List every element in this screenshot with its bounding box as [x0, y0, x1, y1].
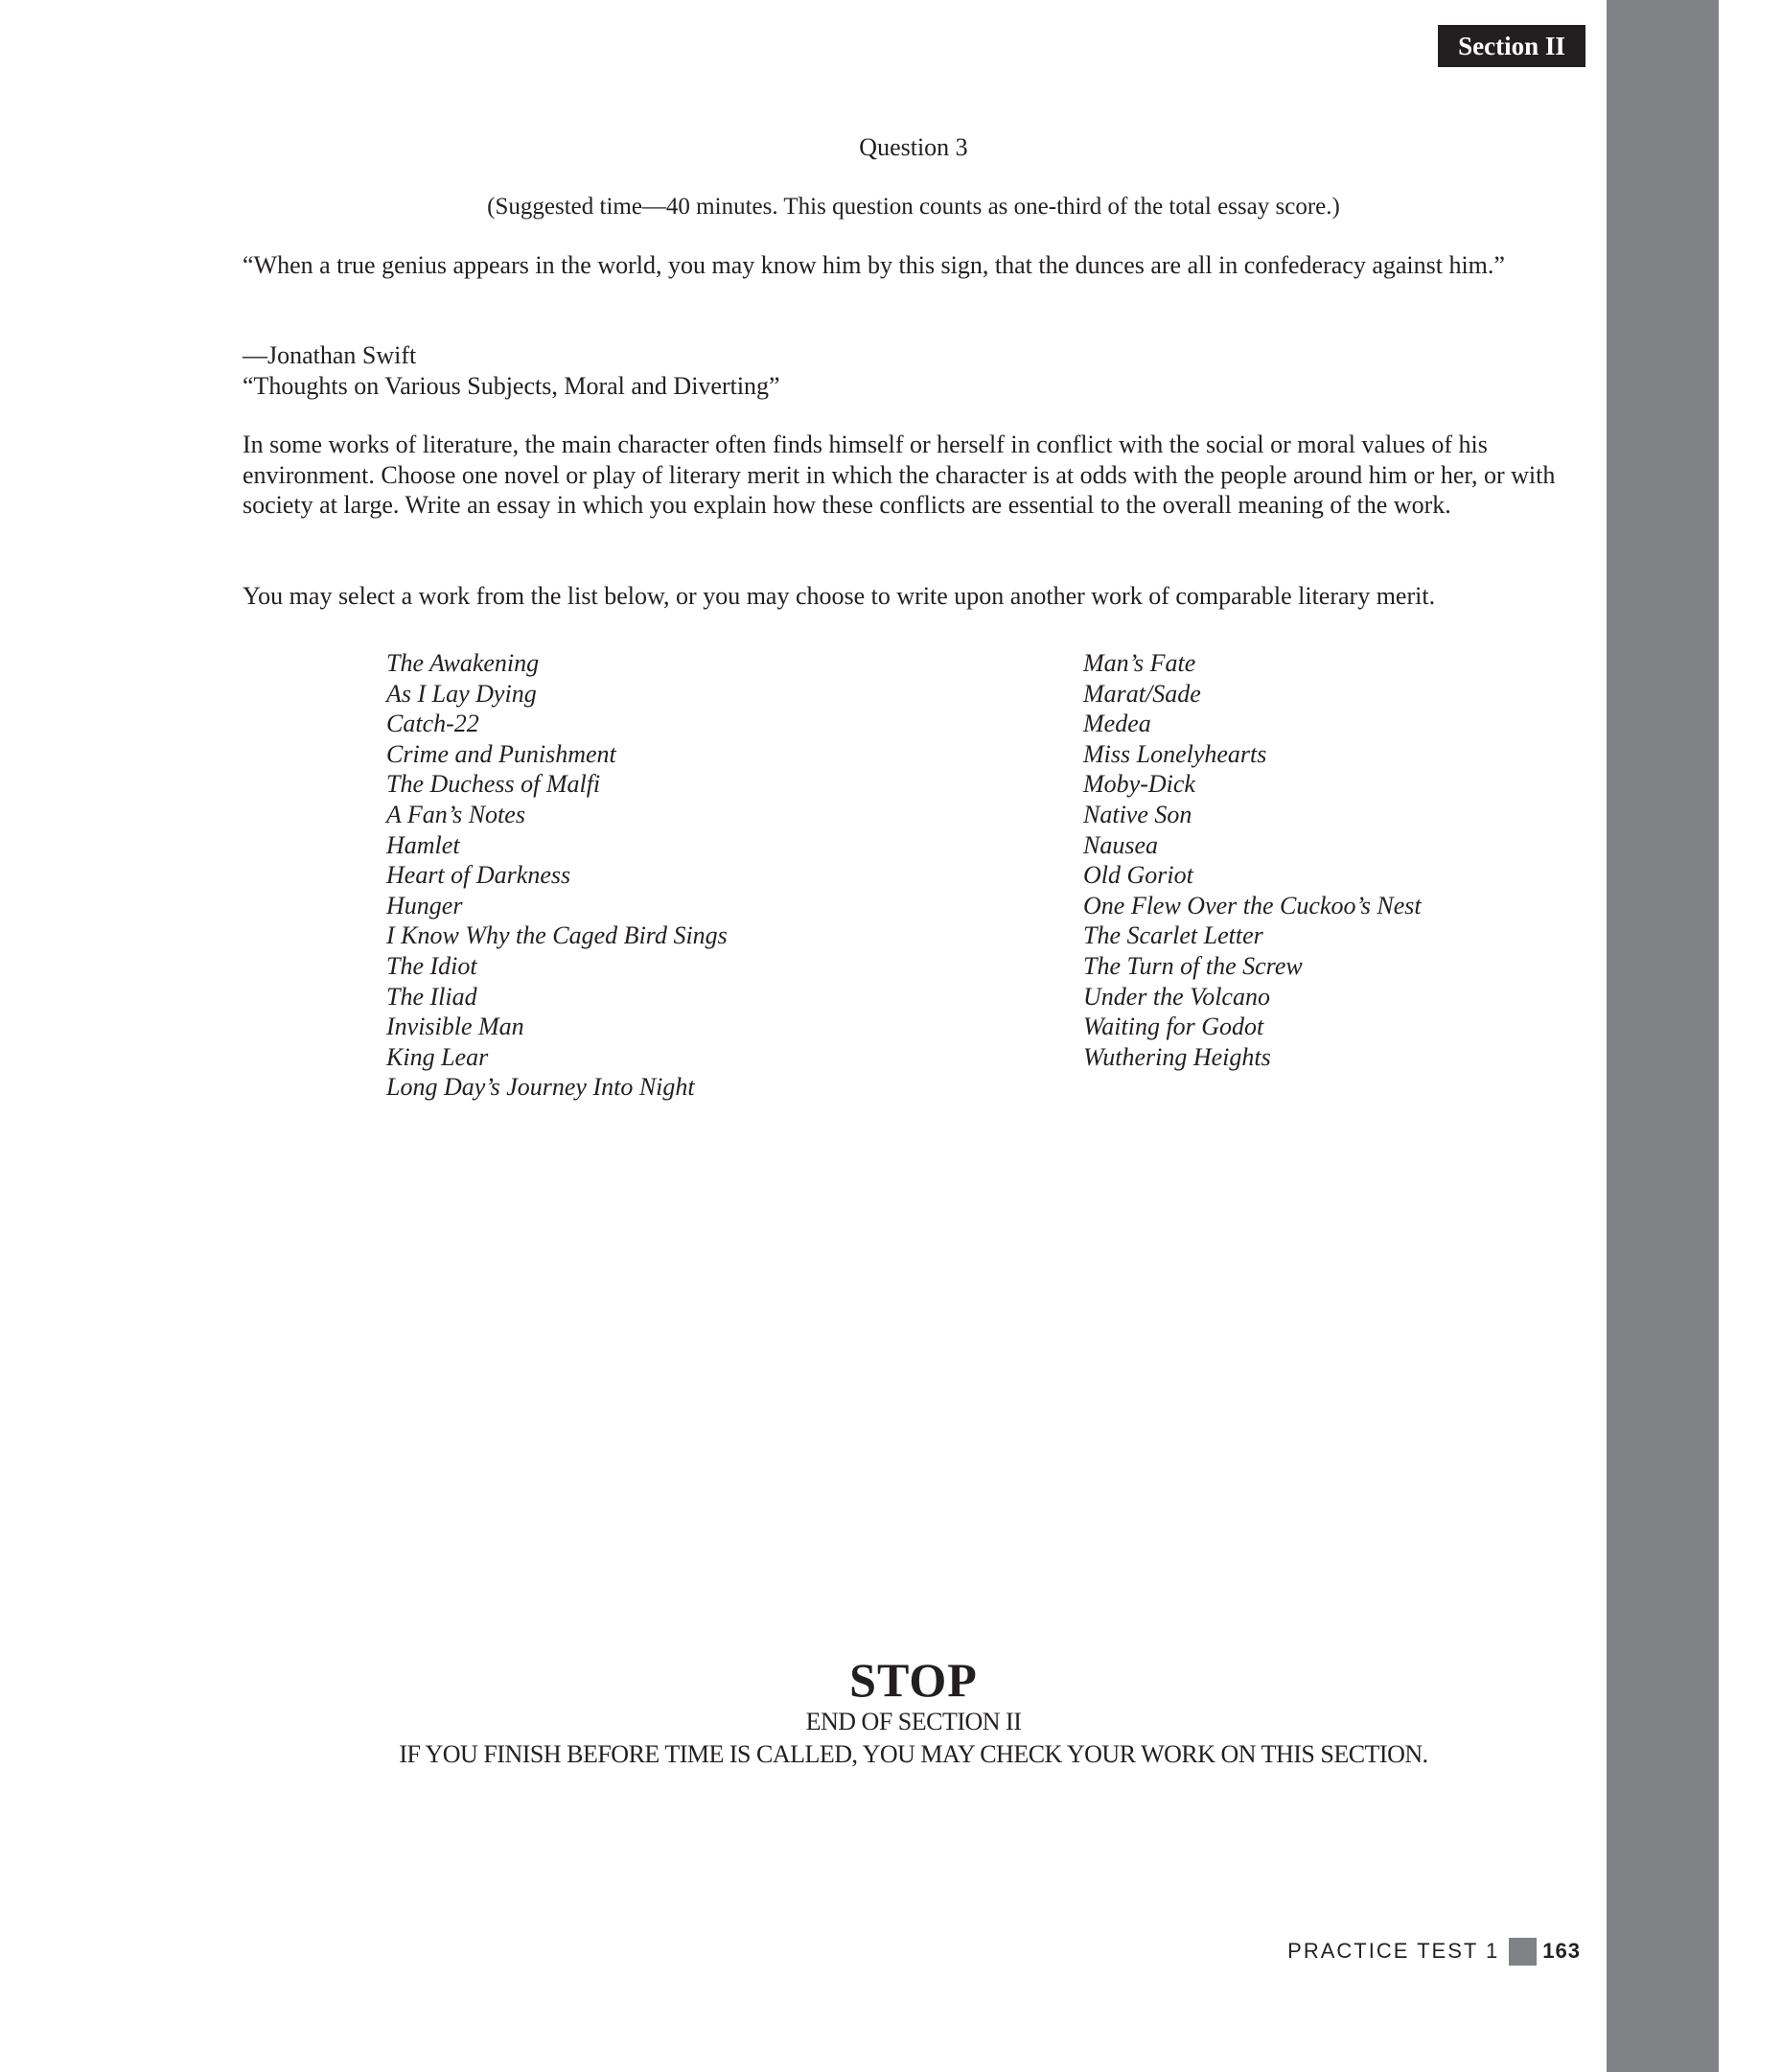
- select-work-note: You may select a work from the list below, or you may choose to write upon another work of comparable literary merit.: [243, 582, 1436, 610]
- work-title: Native Son: [1083, 800, 1192, 828]
- work-title: A Fan’s Notes: [386, 800, 525, 828]
- work-title: Long Day’s Journey Into Night: [386, 1073, 695, 1102]
- epigraph-attribution: [243, 340, 1585, 402]
- work-title: As I Lay Dying: [386, 679, 537, 708]
- work-title: The Iliad: [386, 982, 477, 1011]
- work-title: Catch-22: [386, 710, 479, 738]
- work-title: Waiting for Godot: [1083, 1013, 1264, 1041]
- work-title: Hunger: [386, 891, 463, 920]
- question-title: Question 3: [859, 133, 968, 161]
- work-title: Nausea: [1083, 830, 1158, 859]
- work-title: Heart of Darkness: [386, 861, 571, 890]
- work-title: Invisible Man: [386, 1013, 524, 1041]
- work-title: Miss Lonelyhearts: [1083, 739, 1267, 768]
- work-title: Moby-Dick: [1083, 770, 1195, 799]
- work-title: I Know Why the Caged Bird Sings: [386, 921, 728, 950]
- question-time-note: (Suggested time—40 minutes. This question counts as one-third of the total essay score.): [487, 194, 1340, 220]
- side-thumb-bar: [1607, 0, 1719, 2072]
- work-title: Hamlet: [386, 830, 460, 859]
- work-title: The Awakening: [386, 649, 540, 677]
- footer-label: PRACTICE TEST 1: [1287, 1939, 1500, 1963]
- attribution-author: —Jonathan Swift: [243, 341, 417, 369]
- work-title: Man’s Fate: [1083, 649, 1196, 677]
- work-title: Under the Volcano: [1083, 982, 1270, 1011]
- work-title: Medea: [1083, 710, 1151, 738]
- work-title: Old Goriot: [1083, 861, 1193, 890]
- page-footer: [1287, 1937, 1581, 1966]
- work-title: The Turn of the Screw: [1083, 951, 1303, 980]
- end-of-section-label: END OF SECTION II: [805, 1708, 1022, 1735]
- work-title: One Flew Over the Cuckoo’s Nest: [1083, 891, 1422, 920]
- essay-prompt: In some works of literature, the main character often finds himself or herself in conflict with the social or moral values of his environment. Choose one novel or play of literary merit in which the character is at odds with the people around him or her, or with society at large. Write an essay in which you explain how these conflicts are essential to the overall meaning of the work.: [243, 431, 1556, 519]
- work-title: The Idiot: [386, 951, 477, 980]
- stop-block: [243, 1653, 1585, 1772]
- work-title: Crime and Punishment: [386, 739, 616, 768]
- work-title: King Lear: [386, 1042, 489, 1071]
- works-list-left: [386, 648, 728, 1103]
- work-title: The Scarlet Letter: [1083, 921, 1263, 950]
- work-title: Marat/Sade: [1083, 679, 1201, 708]
- stop-title: STOP: [849, 1653, 978, 1707]
- finish-early-message: IF YOU FINISH BEFORE TIME IS CALLED, YOU MAY CHECK YOUR WORK ON THIS SECTION.: [399, 1740, 1428, 1768]
- attribution-source: “Thoughts on Various Subjects, Moral and Diverting”: [243, 372, 780, 400]
- footer-square-marker: [1509, 1938, 1537, 1966]
- epigraph-quote: “When a true genius appears in the world, you may know him by this sign, that the dunces are all in confederacy against him.”: [243, 251, 1505, 279]
- works-list-right: [1083, 648, 1422, 1072]
- work-title: Wuthering Heights: [1083, 1042, 1271, 1071]
- work-title: The Duchess of Malfi: [386, 770, 601, 799]
- section-tab: Section II: [1438, 25, 1585, 67]
- page-number: 163: [1542, 1939, 1581, 1963]
